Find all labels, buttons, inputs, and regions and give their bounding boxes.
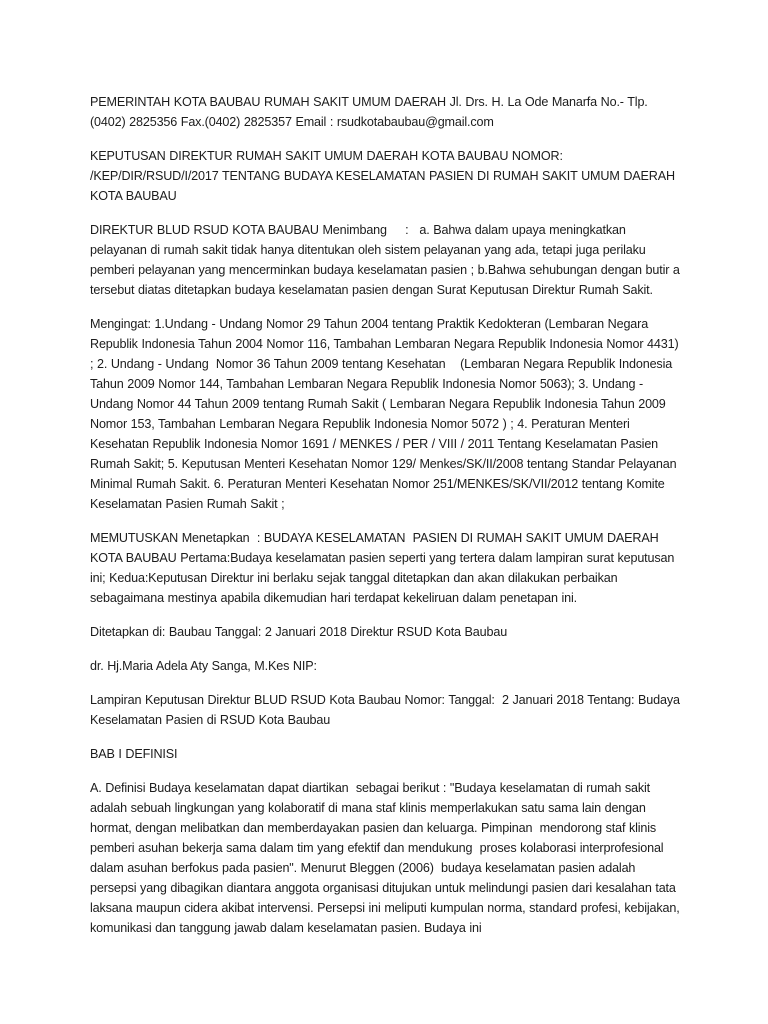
decree-title-paragraph: KEPUTUSAN DIREKTUR RUMAH SAKIT UMUM DAERAH KOTA BAUBAU NOMOR: /KEP/DIR/RSUD/I/2017 TENTANG BUDAYA KESELAMATAN PASIEN DI RUMAH SAKIT UMUM DAERAH KOTA BAUBAU bbox=[90, 149, 679, 203]
chapter-heading: BAB I DEFINISI bbox=[90, 747, 178, 761]
letterhead-paragraph: PEMERINTAH KOTA BAUBAU RUMAH SAKIT UMUM DAERAH Jl. Drs. H. La Ode Manarfa No.- Tlp.(0402) 2825356 Fax.(0402) 2825357 Email : rsudkotabaubau@gmail.com bbox=[90, 95, 648, 129]
signatory-paragraph: dr. Hj.Maria Adela Aty Sanga, M.Kes NIP: bbox=[90, 659, 317, 673]
definition-paragraph: A. Definisi Budaya keselamatan dapat diartikan sebagai berikut : "Budaya keselamatan di rumah sakit adalah sebuah lingkungan yang kolaboratif di mana staf klinis memperlakukan satu sama lain dengan hormat, dengan melibatkan dan memberdayakan pasien dan keluarga. Pimpinan mendorong staf klinis pemberi asuhan bekerja sama dalam tim yang efektif dan mendukung proses kolaborasi interprofesional dalam asuhan berfokus pada pasien". Menurut Bleggen (2006) budaya keselamatan pasien adalah persepsi yang dibagikan diantara anggota organisasi ditujukan untuk melindungi pasien dari kesalahan tata laksana maupun cidera akibat intervensi. Persepsi ini meliputi kumpulan norma, standard profesi, kebijakan, komunikasi dan tanggung jawab dalam keselamatan pasien. Budaya ini bbox=[90, 781, 684, 935]
considering-paragraph: DIREKTUR BLUD RSUD KOTA BAUBAU Menimbang : a. Bahwa dalam upaya meningkatkan pelayanan di rumah sakit tidak hanya ditentukan oleh sistem pelayanan yang ada, tetapi juga perilaku pemberi pelayanan yang mencerminkan budaya keselamatan pasien ; b.Bahwa sehubungan dengan butir a tersebut diatas ditetapkan budaya keselamatan pasien dengan Surat Keputusan Direktur Rumah Sakit. bbox=[90, 223, 684, 297]
attachment-paragraph: Lampiran Keputusan Direktur BLUD RSUD Kota Baubau Nomor: Tanggal: 2 Januari 2018 Tentang: Budaya Keselamatan Pasien di RSUD Kota Baubau bbox=[90, 693, 684, 727]
legal-basis-paragraph: Mengingat: 1.Undang - Undang Nomor 29 Tahun 2004 tentang Praktik Kedokteran (Lembaran Negara Republik Indonesia Tahun 2004 Nomor 116, Tambahan Lembaran Negara Republik Indonesia Nomor 4431) ; 2. Undang - Undang Nomor 36 Tahun 2009 tentang Kesehatan (Lembaran Negara Republik Indonesia Tahun 2009 Nomor 144, Tambahan Lembaran Negara Republik Indonesia Nomor 5063); 3. Undang - Undang Nomor 44 Tahun 2009 tentang Rumah Sakit ( Lembaran Negara Republik Indonesia Tahun 2009 Nomor 153, Tambahan Lembaran Negara Republik Indonesia Nomor 5072 ) ; 4. Peraturan Menteri Kesehatan Republik Indonesia Nomor 1691 / MENKES / PER / VIII / 2011 Tentang Keselamatan Pasien Rumah Sakit; 5. Keputusan Menteri Kesehatan Nomor 129/ Menkes/SK/II/2008 tentang Standar Pelayanan Minimal Rumah Sakit. 6. Peraturan Menteri Kesehatan Nomor 251/MENKES/SK/VII/2012 tentang Komite Keselamatan Pasien Rumah Sakit ; bbox=[90, 317, 683, 511]
enactment-paragraph: Ditetapkan di: Baubau Tanggal: 2 Januari 2018 Direktur RSUD Kota Baubau bbox=[90, 625, 508, 639]
decision-paragraph: MEMUTUSKAN Menetapkan : BUDAYA KESELAMATAN PASIEN DI RUMAH SAKIT UMUM DAERAH KOTA BAUBAU Pertama:Budaya keselamatan pasien seperti yang tertera dalam lampiran surat keputusan ini; Kedua:Keputusan Direktur ini berlaku sejak tanggal ditetapkan dan akan dilakukan perbaikan sebagaimana mestinya apabila dikemudian hari terdapat kekeliruan dalam penetapan ini. bbox=[90, 531, 678, 605]
